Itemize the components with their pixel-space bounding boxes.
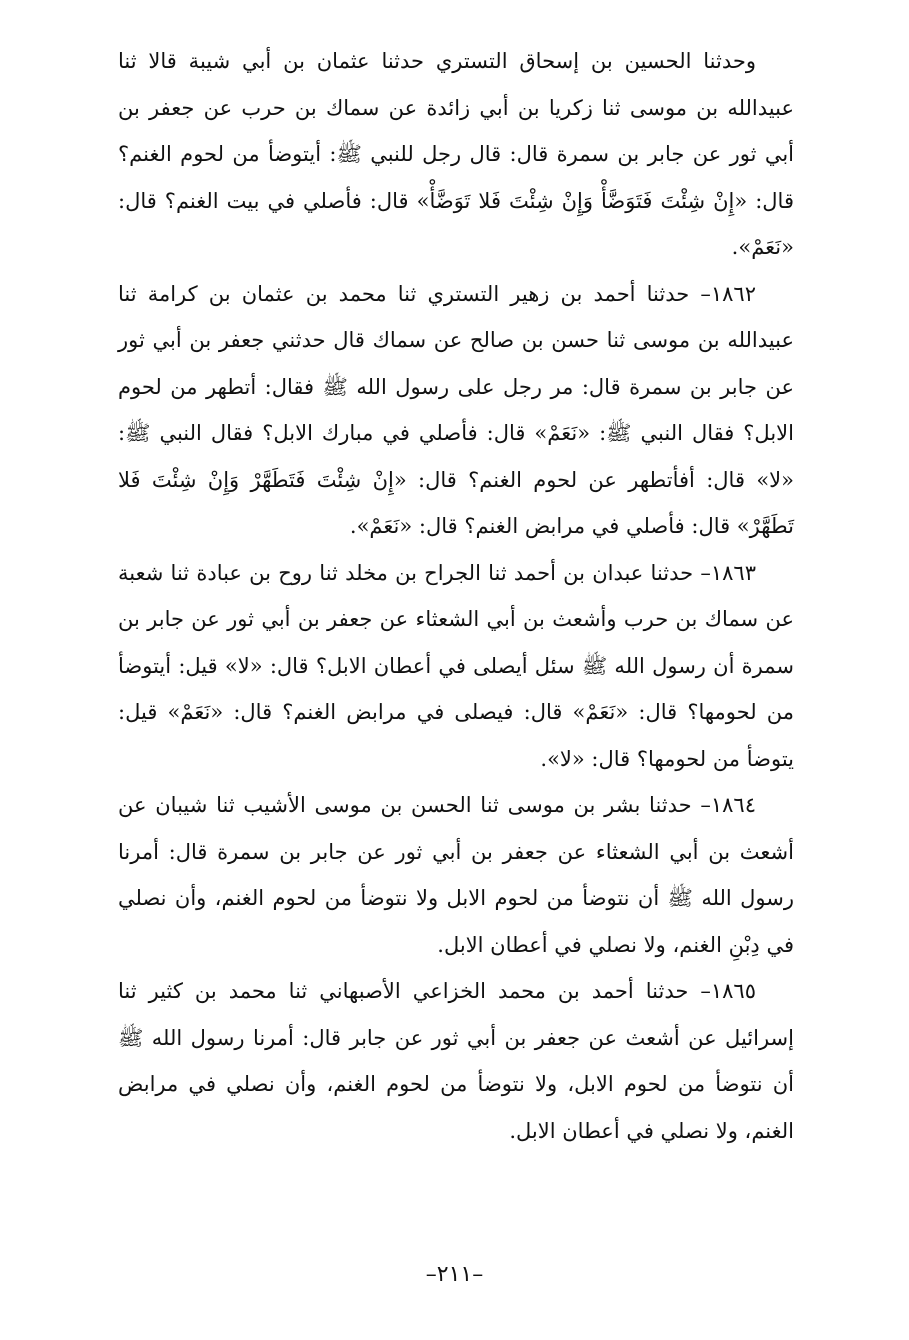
hadith-1864: ١٨٦٤– حدثنا بشر بن موسى ثنا الحسن بن موسى الأشيب ثنا شيبان عن أشعث بن أبي الشعثاء عن جعفر بن أبي ثور عن جابر بن سمرة قال: أمرنا رسول الله ﷺ أن نتوضأ من لحوم الابل ولا نتوضأ من لحوم الغنم، وأن نصلي في دِبْنِ الغنم، ولا نصلي في أعطان الابل. <box>118 793 794 957</box>
page-body <box>118 38 794 1154</box>
page-number: –٢١١– <box>425 1262 484 1287</box>
hadith-1865: ١٨٦٥– حدثنا أحمد بن محمد الخزاعي الأصبهاني ثنا محمد بن كثير ثنا إسرائيل عن أشعث عن جعفر بن أبي ثور عن جابر قال: أمرنا رسول الله ﷺ أن نتوضأ من لحوم الابل، ولا نتوضأ من لحوم الغنم، وأن نصلي في مرابض الغنم، ولا نصلي في أعطان الابل. <box>118 979 794 1143</box>
hadith-1862: ١٨٦٢– حدثنا أحمد بن زهير التستري ثنا محمد بن عثمان بن كرامة ثنا عبيدالله بن موسى ثنا حسن بن صالح عن سماك قال حدثني جعفر بن أبي ثور عن جابر بن سمرة قال: مر رجل على رسول الله ﷺ فقال: أتطهر من لحوم الابل؟ فقال النبي ﷺ: «نَعَمْ» قال: فأصلي في مبارك الابل؟ فقال النبي ﷺ: «لا» قال: أفأتطهر عن لحوم الغنم؟ قال: «إِنْ شِئْتَ فَتَطَهَّرْ وَإِنْ شِئْتَ فَلا تَطَهَّرْ» قال: فأصلي في مرابض الغنم؟ قال: «نَعَمْ». <box>118 281 794 538</box>
paragraph-intro: وحدثنا الحسين بن إسحاق التستري حدثنا عثمان بن أبي شيبة قالا ثنا عبيدالله بن موسى ثنا زكريا بن أبي زائدة عن سماك بن حرب عن جعفر بن أبي ثور عن جابر بن سمرة قال: قال رجل للنبي ﷺ: أيتوضأ من لحوم الغنم؟ قال: «إِنْ شِئْتَ فَتَوَضَّأْ وَإِنْ شِئْتَ فَلا تَوَضَّأْ» قال: فأصلي في بيت الغنم؟ قال: «نَعَمْ». <box>118 49 794 259</box>
hadith-1863: ١٨٦٣– حدثنا عبدان بن أحمد ثنا الجراح بن مخلد ثنا روح بن عبادة ثنا شعبة عن سماك بن حرب وأشعث بن أبي الشعثاء عن جعفر بن أبي ثور عن جابر بن سمرة أن رسول الله ﷺ سئل أيصلى في أعطان الابل؟ قال: «لا» قيل: أيتوضأ من لحومها؟ قال: «نَعَمْ» قال: فيصلى في مرابض الغنم؟ قال: «نَعَمْ» قيل: يتوضأ من لحومها؟ قال: «لا». <box>118 560 794 771</box>
